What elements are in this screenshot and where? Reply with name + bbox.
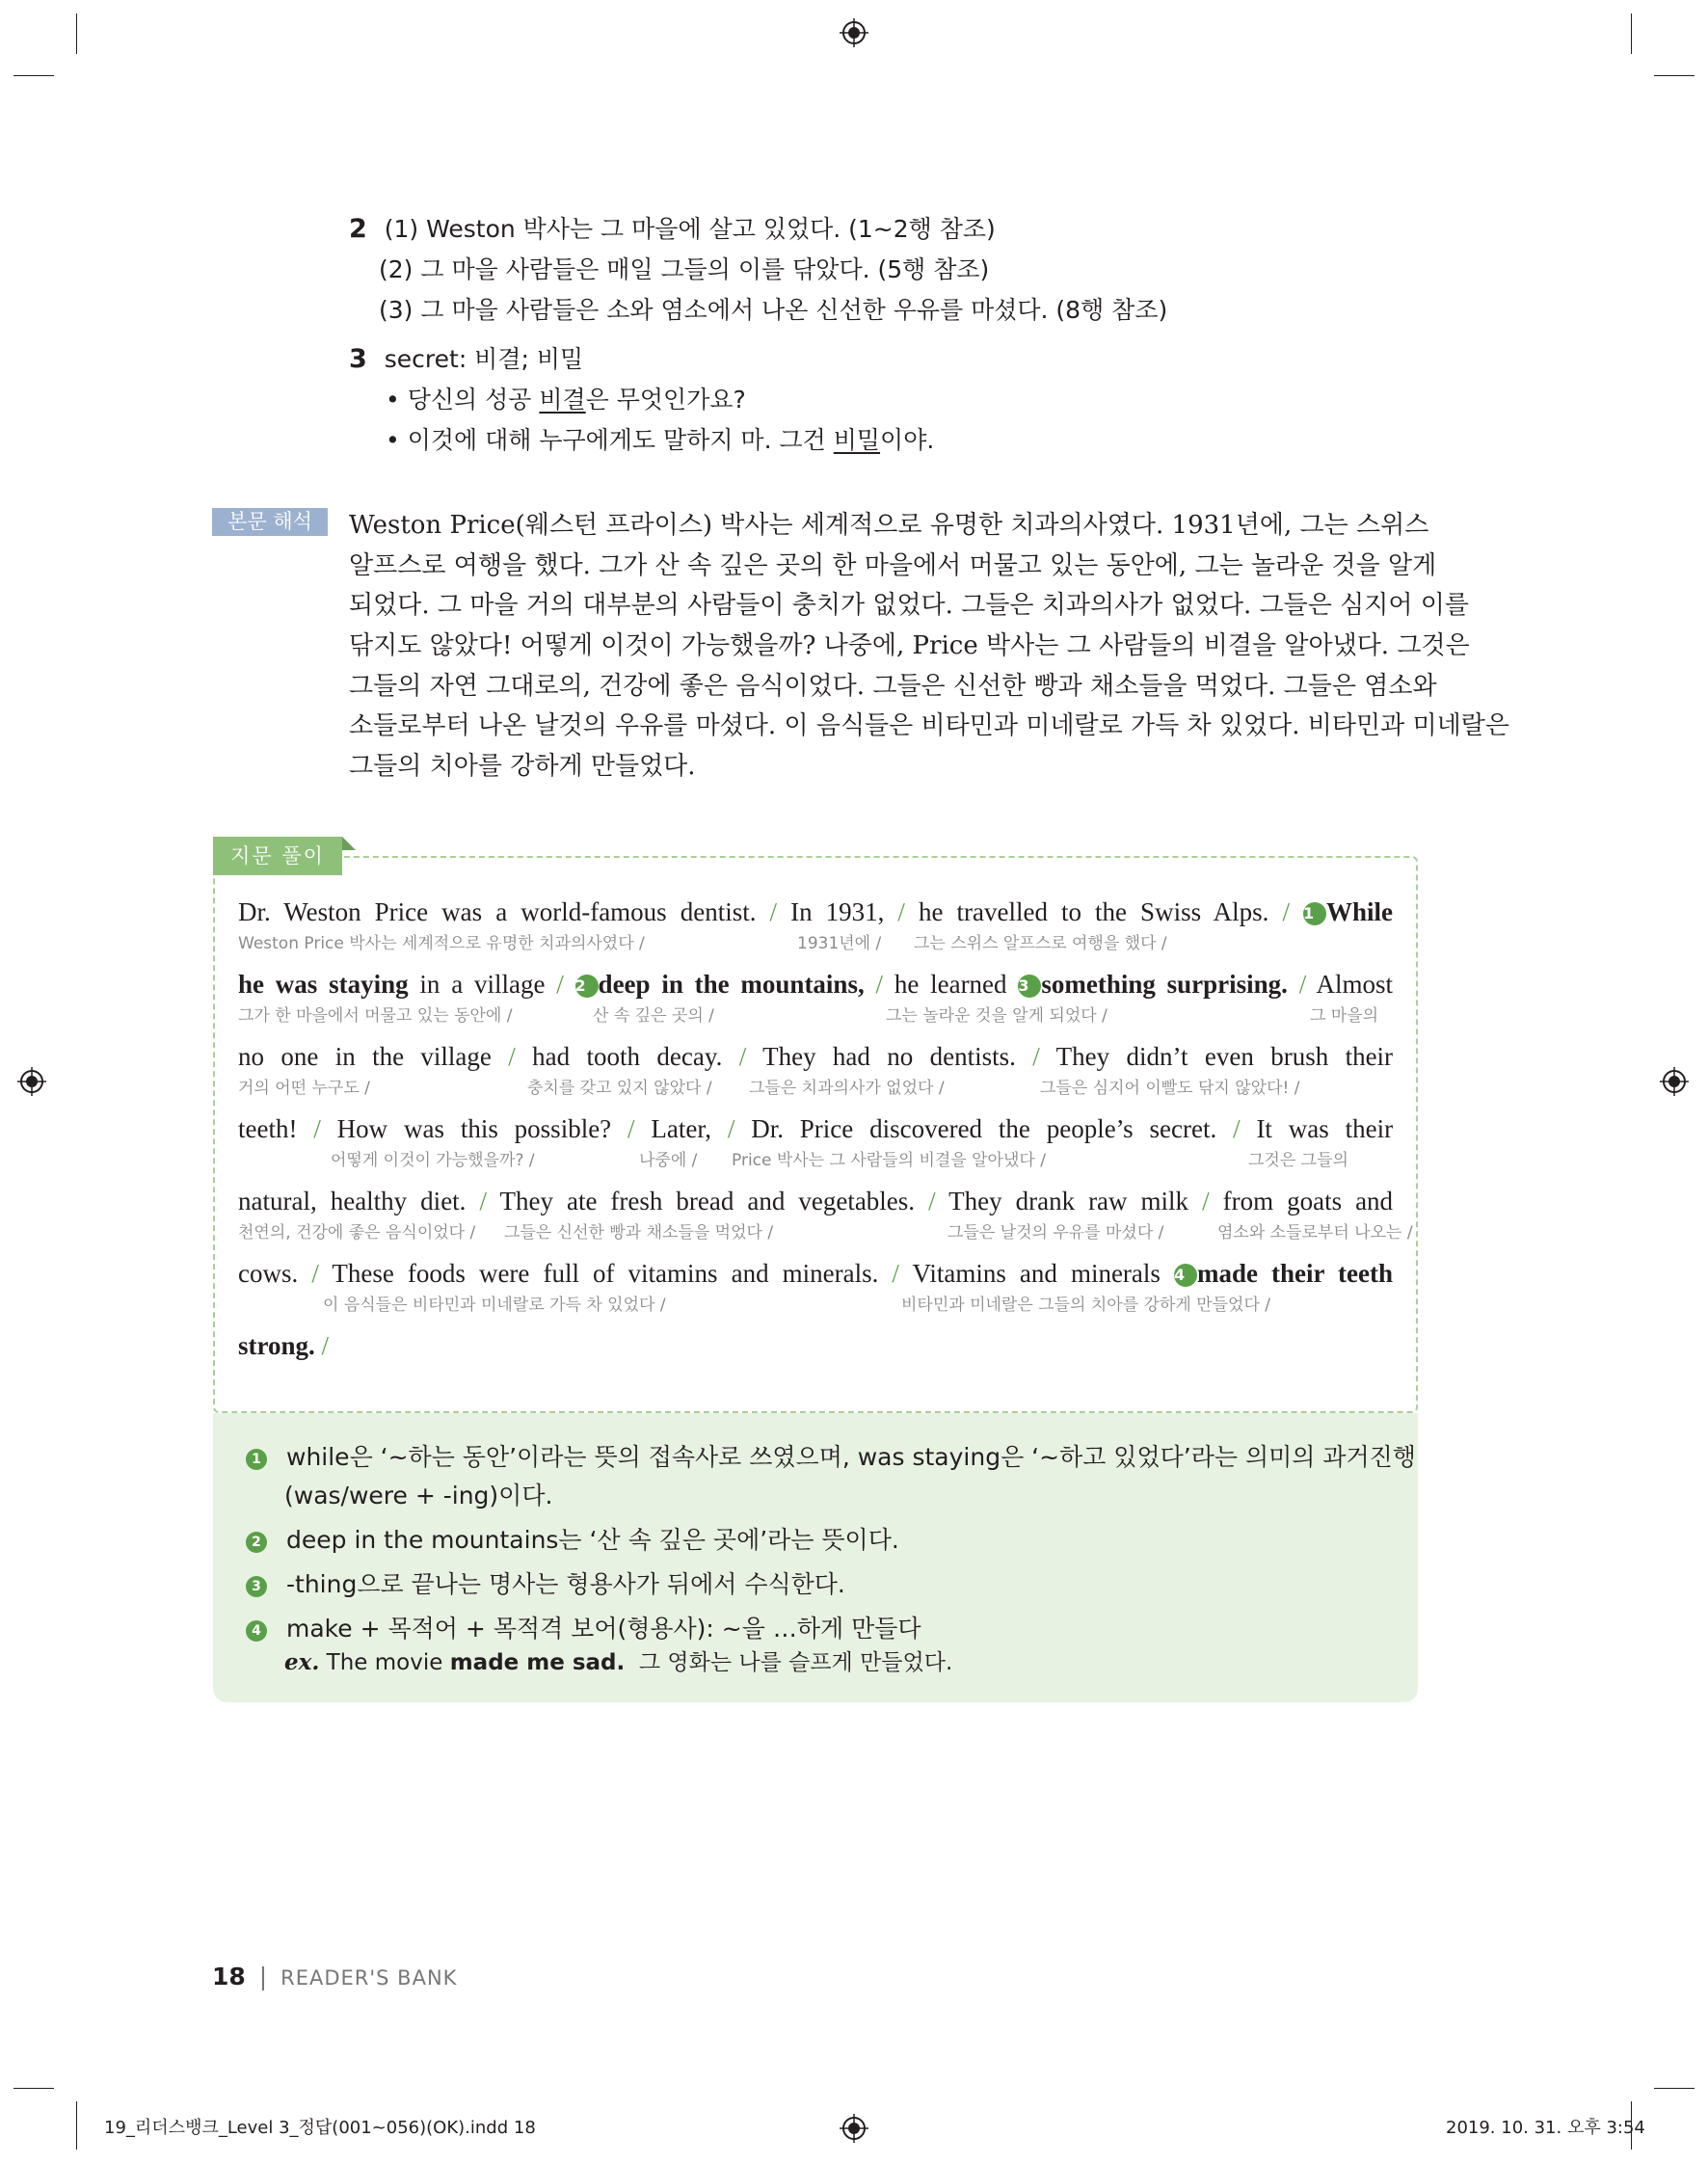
- translation-line: 그들의 자연 그대로의, 건강에 좋은 음식이었다. 그들은 신선한 빵과 채소들을 먹었다. 그들은 염소와: [349, 672, 1437, 701]
- passage-line: teeth! / How was this possible? / Later, / Dr. Price discovered the people’s secret. / It was their 어떻게 이것이 가능했을까? / 나중에 / Price 박사는 그 사람들의 비결을 알아냈다 / 그것은 그들의: [238, 1114, 1394, 1170]
- note-item: 4 make + 목적어 + 목적격 보어(형용사): ~을 …하게 만들다: [246, 1610, 921, 1644]
- note-item-cont: (was/were + -ing)이다.: [284, 1482, 553, 1509]
- crop-mark: [13, 2088, 54, 2089]
- note-marker-icon: 3: [1018, 975, 1041, 998]
- translation-line: 닦지도 않았다! 어떻게 이것이 가능했을까? 나중에, Price 박사는 그 사람들의 비결을 알아냈다. 그것은: [349, 631, 1470, 660]
- note-item: 2 deep in the mountains는 ‘산 속 깊은 곳에’라는 뜻이다.: [246, 1521, 899, 1556]
- crop-mark: [76, 13, 77, 54]
- passage-line: Dr. Weston Price was a world-famous dentist. / In 1931, / he travelled to the Swiss Alps. / 1 While Weston Price 박사는 세계적으로 유명한 치과의사였다 / 1931년에 / 그는 스위스 알프스로 여행을 했다 /: [238, 897, 1394, 953]
- note-marker-icon: 4: [1174, 1264, 1197, 1287]
- answer-head: secret: 비결; 비밀: [384, 345, 584, 373]
- note-marker-icon: 2: [246, 1532, 267, 1553]
- page-footer: 18 | READER'S BANK: [212, 1963, 458, 1990]
- note-item: 1 while은 ‘~하는 동안’이라는 뜻의 접속사로 쓰였으며, was staying은 ‘~하고 있었다’라는 의미의 과거진행: [246, 1438, 1416, 1473]
- example-sentence: • 당신의 성공 비결은 무엇인가요?: [386, 386, 746, 414]
- passage-gloss: 이 음식들은 비타민과 미네랄로 가득 차 있었다 / 비타민과 미네랄은 그들의 치아를 강하게 만들었다 /: [323, 1296, 1271, 1315]
- translation-line: 소들로부터 나온 날것의 우유를 마셨다. 이 음식들은 비타민과 미네랄로 가득 차 있었다. 비타민과 미네랄은: [349, 711, 1509, 740]
- note-marker-icon: 1: [1303, 902, 1326, 925]
- translation-line: Weston Price(웨스턴 프라이스) 박사는 세계적으로 유명한 치과의사였다. 1931년에, 그는 스위스: [349, 511, 1429, 540]
- crop-mark: [1631, 13, 1632, 54]
- passage-line: he was staying in a village / 2 deep in the mountains, / he learned 3 something surprising. / Almost 그가 한 마을에서 머물고 있는 동안에 / 산 속 깊은 곳의 / 그는 놀라운 것을 알게 되었다 / 그 마을의: [238, 970, 1394, 1026]
- answer-item: (1) Weston 박사는 그 마을에 살고 있었다. (1~2행 참조): [384, 215, 996, 243]
- crop-mark: [1654, 2088, 1695, 2089]
- note-marker-icon: 4: [246, 1620, 267, 1642]
- slug-date: 2019. 10. 31. 오후 3:54: [1446, 2118, 1645, 2138]
- page-number: 18: [212, 1963, 246, 1990]
- registration-mark-icon: [1660, 1067, 1689, 1096]
- note-marker-icon: 1: [246, 1449, 267, 1470]
- slug-filename: 19_리더스뱅크_Level 3_정답(001~056)(OK).indd 18: [104, 2118, 536, 2138]
- registration-mark-icon: [17, 1067, 46, 1096]
- registration-mark-icon: [840, 2114, 868, 2143]
- note-example: ex. The movie made me sad. 그 영화는 나를 슬프게 만들었다.: [284, 1649, 953, 1675]
- note-marker-icon: 3: [246, 1576, 267, 1597]
- translation-badge: 본문 해석: [212, 508, 328, 536]
- passage-line: strong. /: [238, 1331, 330, 1360]
- passage-gloss: 그가 한 마을에서 머물고 있는 동안에 / 산 속 깊은 곳의 / 그는 놀라운 것을 알게 되었다 / 그 마을의: [238, 1006, 1379, 1026]
- passage-gloss: 거의 어떤 누구도 / 충치를 갖고 있지 않았다 / 그들은 치과의사가 없었다 / 그들은 심지어 이빨도 닦지 않았다! /: [238, 1079, 1300, 1098]
- answer-number: 2: [349, 214, 367, 244]
- answer-item: (3) 그 마을 사람들은 소와 염소에서 나온 신선한 우유를 마셨다. (8행 참조): [379, 296, 1168, 324]
- note-marker-icon: 2: [575, 975, 599, 998]
- translation-line: 그들의 치아를 강하게 만들었다.: [349, 752, 696, 781]
- passage-gloss: Weston Price 박사는 세계적으로 유명한 치과의사였다 / 1931년에 / 그는 스위스 알프스로 여행을 했다 /: [238, 934, 1167, 953]
- passage-line: no one in the village / had tooth decay. / They had no dentists. / They didn’t even brush their 거의 어떤 누구도 / 충치를 갖고 있지 않았다 / 그들은 치과의사가 없었다 / 그들은 심지어 이빨도 닦지 않았다! /: [238, 1042, 1394, 1098]
- grammar-notes: [213, 1413, 1418, 1702]
- translation-line: 되었다. 그 마을 거의 대부분의 사람들이 충치가 없었다. 그들은 치과의사가 없었다. 그들은 심지어 이를: [349, 591, 1469, 620]
- running-title: READER'S BANK: [280, 1966, 458, 1990]
- registration-mark-icon: [840, 18, 868, 47]
- answer-3: [349, 340, 583, 375]
- passage-line: cows. / These foods were full of vitamins and minerals. / Vitamins and minerals 4 made their teeth 이 음식들은 비타민과 미네랄로 가득 차 있었다 / 비타민과 미네랄은 그들의 치아를 강하게 만들었다 /: [238, 1259, 1394, 1315]
- note-item: 3 -thing으로 끝나는 명사는 형용사가 뒤에서 수식한다.: [246, 1565, 845, 1600]
- passage-badge: 지문 풀이: [213, 837, 342, 875]
- answer-number: 3: [349, 344, 367, 374]
- crop-mark: [1654, 75, 1695, 76]
- translation-line: 알프스로 여행을 했다. 그가 산 속 깊은 곳의 한 마을에서 머물고 있는 동안에, 그는 놀라운 것을 알게: [349, 551, 1437, 580]
- crop-mark: [76, 2101, 77, 2150]
- answer-2: [349, 210, 996, 245]
- passage-gloss: 천연의, 건강에 좋은 음식이었다 / 그들은 신선한 빵과 채소들을 먹었다 / 그들은 날것의 우유를 마셨다 / 염소와 소들로부터 나오는 /: [238, 1223, 1413, 1242]
- example-sentence: • 이것에 대해 누구에게도 말하지 마. 그건 비밀이야.: [386, 426, 935, 454]
- passage-line: natural, healthy diet. / They ate fresh bread and vegetables. / They drank raw milk / from goats and 천연의, 건강에 좋은 음식이었다 / 그들은 신선한 빵과 채소들을 먹었다 / 그들은 날것의 우유를 마셨다 / 염소와 소들로부터 나오는 /: [238, 1187, 1413, 1242]
- answer-item: (2) 그 마을 사람들은 매일 그들의 이를 닦았다. (5행 참조): [379, 255, 990, 283]
- crop-mark: [13, 75, 54, 76]
- passage-gloss: 어떻게 이것이 가능했을까? / 나중에 / Price 박사는 그 사람들의 비결을 알아냈다 / 그것은 그들의: [331, 1151, 1348, 1170]
